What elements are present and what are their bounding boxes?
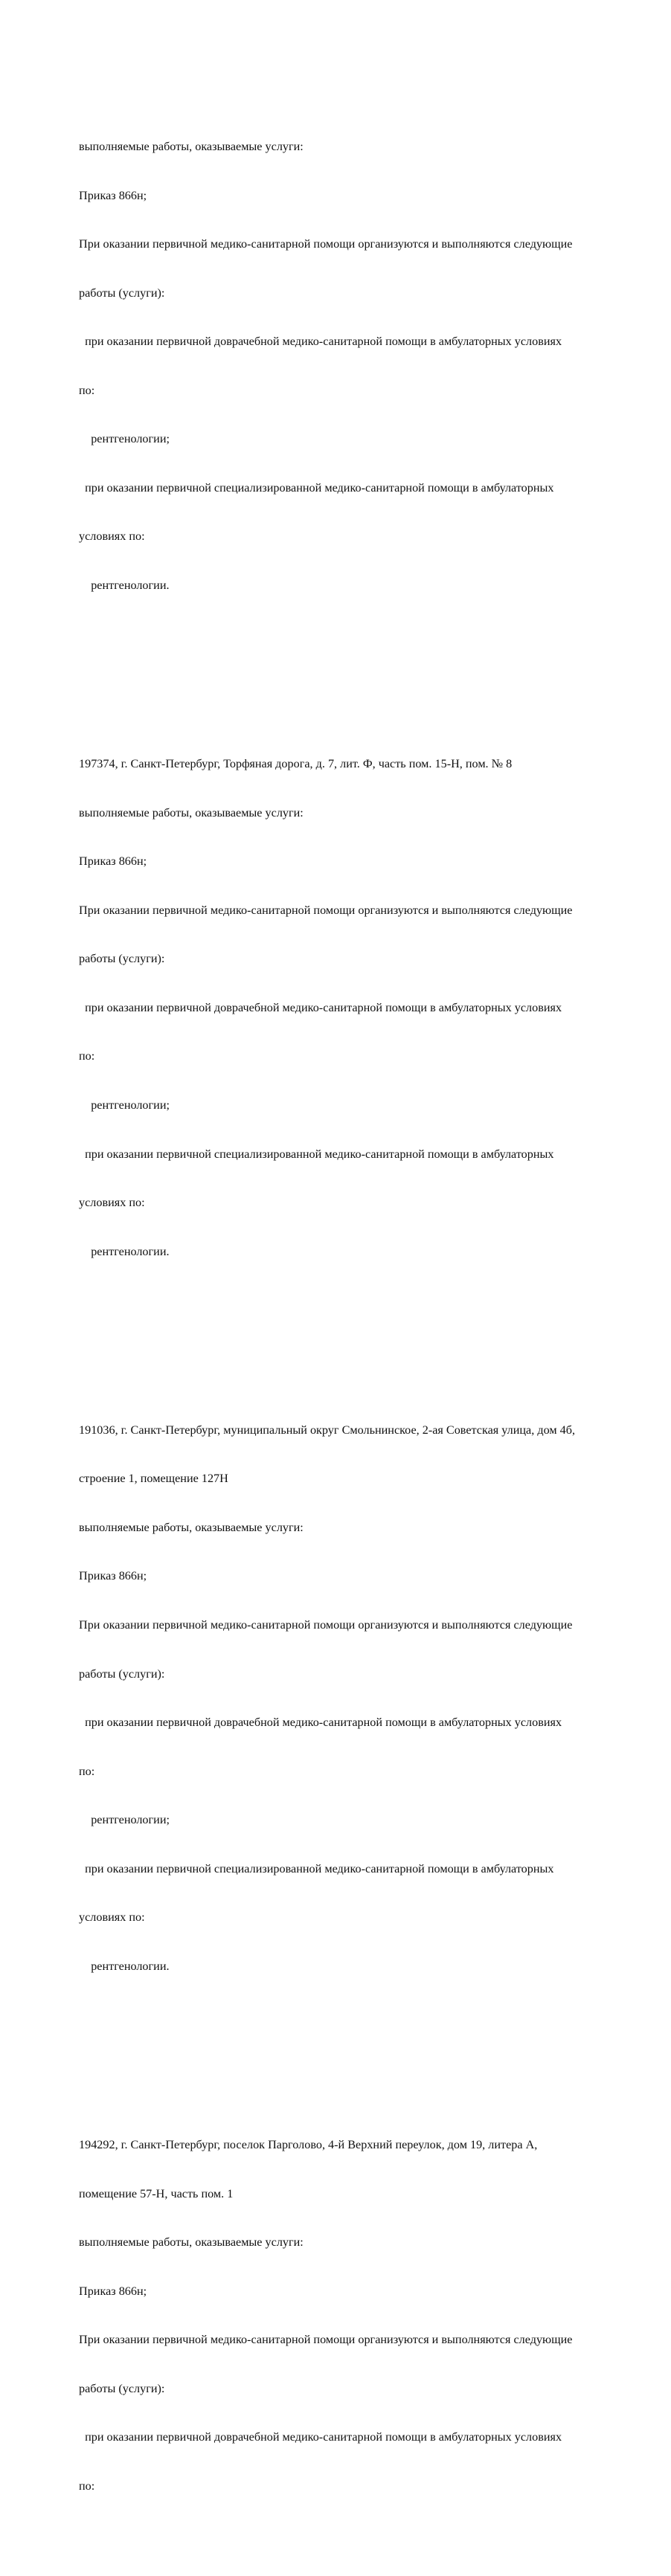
text-line: при оказании первичной специализированной медико-санитарной помощи в амбулаторных xyxy=(79,1147,554,1161)
text-line: Приказ 866н; xyxy=(79,188,147,202)
text-line: условиях по: xyxy=(79,1196,145,1210)
text-line: Приказ 866н; xyxy=(79,1569,147,1583)
text-line: выполняемые работы, оказываемые услуги: xyxy=(79,140,304,154)
text-line: выполняемые работы, оказываемые услуги: xyxy=(79,2235,304,2250)
text-line: выполняемые работы, оказываемые услуги: xyxy=(79,1520,304,1534)
text-line: рентгенологии. xyxy=(79,1959,170,1973)
text-line: по: xyxy=(79,1764,95,1778)
text-line: рентгенологии; xyxy=(79,1098,170,1112)
text-line: рентгенологии. xyxy=(79,579,170,592)
document-text xyxy=(79,58,652,2576)
text-line: при оказании первичной доврачебной медико-санитарной помощи в амбулаторных условиях xyxy=(79,1716,562,1730)
text-line: рентгенологии; xyxy=(79,432,170,446)
address-line: 191036, г. Санкт-Петербург, муниципальный округ Смольнинское, 2-ая Советская улица, дом 4б, xyxy=(79,1423,576,1437)
text-line: по: xyxy=(79,1049,95,1063)
text-line: При оказании первичной медико-санитарной помощи организуются и выполняются следующие xyxy=(79,237,573,251)
block-spacer xyxy=(79,1325,652,1342)
text-line: рентгенологии; xyxy=(79,1813,170,1827)
address-line: помещение 57-Н, часть пом. 1 xyxy=(79,2186,234,2200)
license-block-4 xyxy=(79,2105,652,2527)
address-line: 194292, г. Санкт-Петербург, поселок Парголово, 4-й Верхний переулок, дом 19, литера А, xyxy=(79,2138,538,2151)
text-line: При оказании первичной медико-санитарной помощи организуются и выполняются следующие xyxy=(79,1618,573,1632)
block-spacer xyxy=(79,659,652,675)
text-line: при оказании первичной доврачебной медико-санитарной помощи в амбулаторных условиях xyxy=(79,335,562,349)
address-line: 197374, г. Санкт-Петербург, Торфяная дорога, д. 7, лит. Ф, часть пом. 15-Н, пом. № 8 xyxy=(79,757,513,771)
text-line: выполняемые работы, оказываемые услуги: xyxy=(79,805,304,820)
text-line: работы (услуги): xyxy=(79,1667,165,1681)
license-block-2 xyxy=(79,724,652,1293)
text-line: работы (услуги): xyxy=(79,952,165,966)
text-line: при оказании первичной специализированной медико-санитарной помощи в амбулаторных xyxy=(79,1861,554,1875)
license-block-3 xyxy=(79,1390,652,2007)
text-line: при оказании первичной специализированной медико-санитарной помощи в амбулаторных xyxy=(79,480,554,495)
text-line: При оказании первичной медико-санитарной помощи организуются и выполняются следующие xyxy=(79,2333,573,2347)
text-line: по: xyxy=(79,383,95,397)
text-line: условиях по: xyxy=(79,529,145,544)
text-line: работы (услуги): xyxy=(79,2381,165,2395)
text-line: по: xyxy=(79,2479,95,2493)
text-line: при оказании первичной доврачебной медико-санитарной помощи в амбулаторных условиях xyxy=(79,2430,562,2444)
text-line: При оказании первичной медико-санитарной помощи организуются и выполняются следующие xyxy=(79,903,573,917)
license-block-1 xyxy=(79,107,652,627)
text-line: при оказании первичной доврачебной медико-санитарной помощи в амбулаторных условиях xyxy=(79,1000,562,1014)
text-line: условиях по: xyxy=(79,1910,145,1925)
block-spacer xyxy=(79,2040,652,2056)
address-line: строение 1, помещение 127Н xyxy=(79,1472,228,1486)
text-line: Приказ 866н; xyxy=(79,854,147,869)
text-line: Приказ 866н; xyxy=(79,2284,147,2298)
text-line: работы (услуги): xyxy=(79,286,165,300)
text-line: рентгенологии. xyxy=(79,1244,170,1258)
